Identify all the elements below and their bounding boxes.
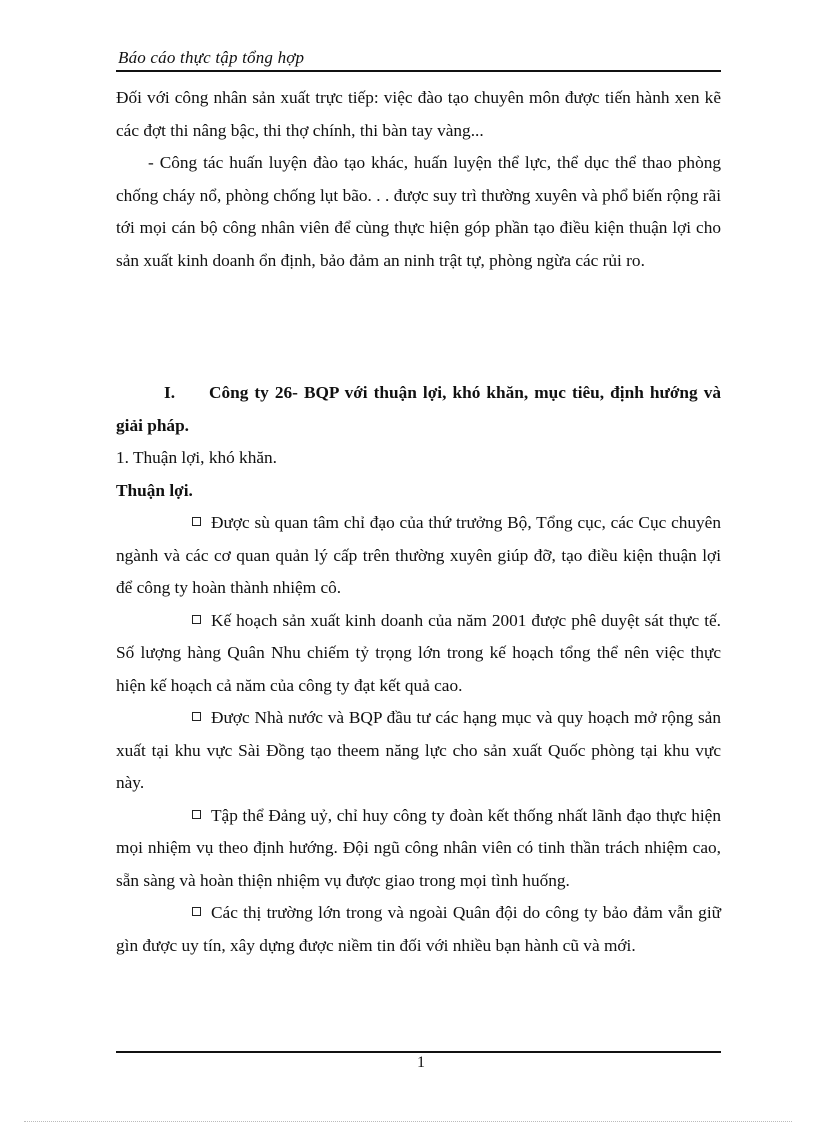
paragraph-other-training: - Công tác huấn luyện đào tạo khác, huấn luyện thể lực, thể dục thể thao phòng chống cháy nổ, phòng chống lụt bão. . . được suy trì thường xuyên và phổ biến rộng rãi tới mọi cán bộ công nhân viên để cùng thực hiện góp phần tạo điều kiện thuận lợi cho sản xuất kinh doanh ổn định, bảo đảm an ninh trật tự, phòng ngừa các rủi ro.	[116, 153, 721, 270]
square-bullet-icon	[192, 907, 201, 916]
advantages-heading: Thuận lợi.	[116, 480, 193, 500]
section-spacer	[116, 277, 721, 377]
bullet-item-5	[116, 897, 721, 962]
bullet-text: Kế hoạch sản xuất kinh doanh của năm 2001 được phê duyệt sát thực tế. Số lượng hàng Quân Nhu chiếm tỷ trọng lớn trong kế hoạch tổng thể nên việc thực hiện kế hoạch cả năm của công ty đạt kết quả cao.	[116, 610, 721, 695]
bullet-item-3	[116, 702, 721, 800]
page-bottom-edge	[24, 1121, 792, 1122]
section-heading	[116, 377, 721, 442]
subsection-heading: 1. Thuận lợi, khó khăn.	[116, 448, 277, 467]
square-bullet-icon	[192, 517, 201, 526]
bullet-text: Các thị trường lớn trong và ngoài Quân đội do công ty bảo đảm vẫn giữ gìn được uy tín, xây dựng được niềm tin đối với nhiều bạn hành cũ và mới.	[116, 903, 721, 955]
bullet-item-4	[116, 800, 721, 898]
header-divider	[116, 70, 721, 72]
section-title: Công ty 26- BQP với thuận lợi, khó khăn, mục tiêu, định hướng và giải pháp.	[116, 383, 721, 435]
square-bullet-icon	[192, 712, 201, 721]
square-bullet-icon	[192, 615, 201, 624]
page-header-title: Báo cáo thực tập tổng hợp	[118, 48, 305, 67]
footer-divider	[116, 1051, 721, 1053]
bullet-item-2	[116, 605, 721, 703]
bullet-text: Được sù quan tâm chỉ đạo của thứ trưởng Bộ, Tổng cục, các Cục chuyên ngành và các cơ quan quản lý cấp trên thường xuyên giúp đỡ, tạo điều kiện thuận lợi để công ty hoàn thành nhiệm cô.	[116, 513, 721, 597]
square-bullet-icon	[192, 810, 201, 819]
section-number: I.	[164, 383, 176, 402]
bullet-text: Được Nhà nước và BQP đầu tư các hạng mục và quy hoạch mở rộng sản xuất tại khu vực Sài Đồng tạo theem năng lực cho sản xuất Quốc phòng tại khu vực này.	[116, 708, 721, 792]
document-body	[116, 82, 721, 962]
bullet-text: Tập thể Đảng uỷ, chỉ huy công ty đoàn kết thống nhất lãnh đạo thực hiện mọi nhiệm vụ theo định hướng. Đội ngũ công nhân viên có tinh thần trách nhiệm cao, sẵn sàng và hoàn thiện nhiệm vụ được giao trong mọi tình huống.	[116, 805, 721, 890]
paragraph-training-workers: Đối với công nhân sản xuất trực tiếp: việc đào tạo chuyên môn được tiến hành xen kẽ các đợt thi nâng bậc, thi thợ chính, thi bàn tay vàng...	[116, 88, 721, 140]
page-number: 1	[417, 1054, 425, 1071]
bullet-item-1	[116, 507, 721, 605]
